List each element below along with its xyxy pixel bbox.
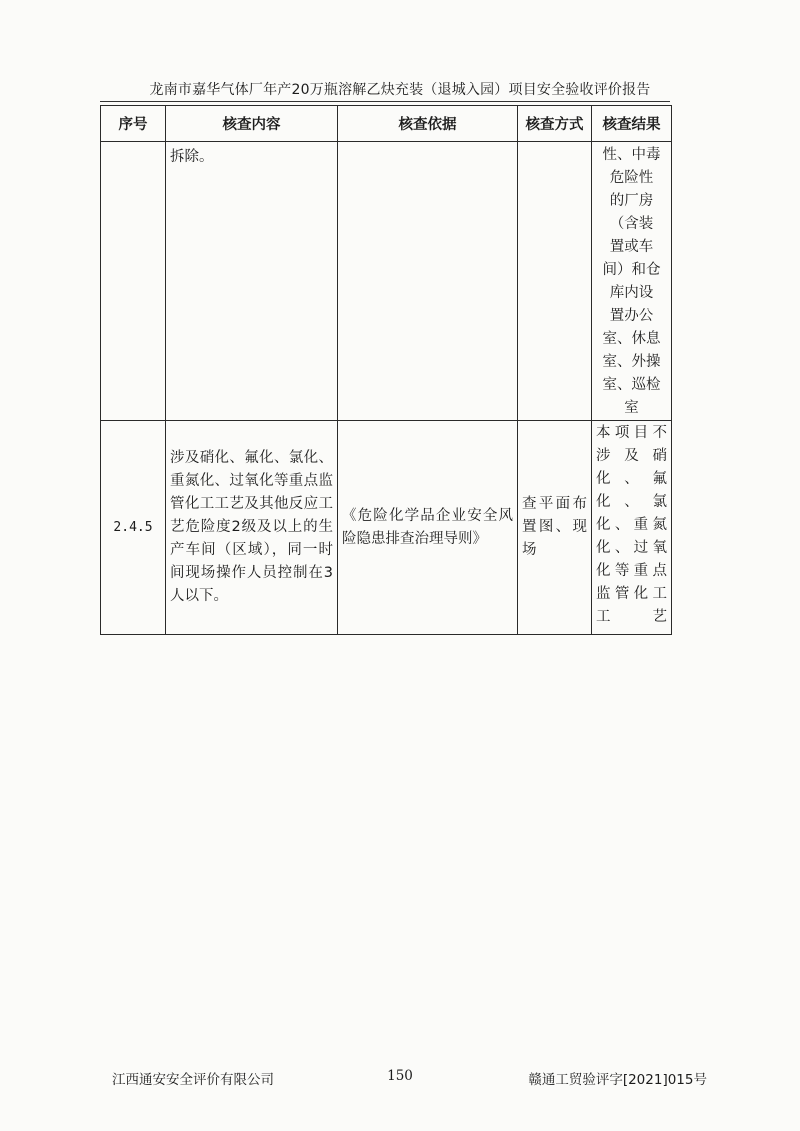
column-header-basis: 核查依据 [338, 106, 518, 142]
cell-result [592, 142, 672, 421]
cell-content [166, 142, 338, 421]
cell-basis [338, 142, 518, 421]
column-header-seq: 序号 [101, 106, 166, 142]
footer-document-number: 赣通工贸验评字[2021]015号 [528, 1072, 707, 1088]
cell-content: 涉及硝化、氟化、氯化、重氮化、过氧化等重点监管化工工艺及其他反应工艺危险度2级及以上的生产车间（区域），同一时间现场操作人员控制在3人以下。 [166, 421, 338, 635]
cell-seq [101, 142, 166, 421]
inspection-table [100, 105, 672, 635]
table-row [101, 142, 672, 421]
cell-content-text: 拆除。 [170, 149, 214, 165]
column-header-result: 核查结果 [592, 106, 672, 142]
table-row [101, 421, 672, 635]
cell-method: 查平面布置图、现场 [518, 421, 592, 635]
table-header-row [101, 106, 672, 142]
footer-page-number: 150 [387, 1068, 413, 1084]
header-divider [100, 101, 670, 102]
cell-result: 本项目不涉及硝化、氟化、氯化、重氮化、过氧化等重点监管化工工艺 [592, 421, 672, 635]
cell-basis: 《危险化学品企业安全风险隐患排查治理导则》 [338, 421, 518, 635]
column-header-method: 核查方式 [518, 106, 592, 142]
cell-seq: 2.4.5 [101, 421, 166, 635]
cell-result-text: 性、中毒 危险性 的厂房 （含装 置或车 间）和仓 库内设 置办公 室、休息 室、外操 室、巡检 室 [602, 147, 661, 416]
cell-method [518, 142, 592, 421]
report-header-title: 龙南市嘉华气体厂年产20万瓶溶解乙炔充装（退城入园）项目安全验收评价报告 [149, 82, 651, 98]
column-header-content: 核查内容 [166, 106, 338, 142]
footer-company: 江西通安安全评价有限公司 [112, 1072, 274, 1088]
